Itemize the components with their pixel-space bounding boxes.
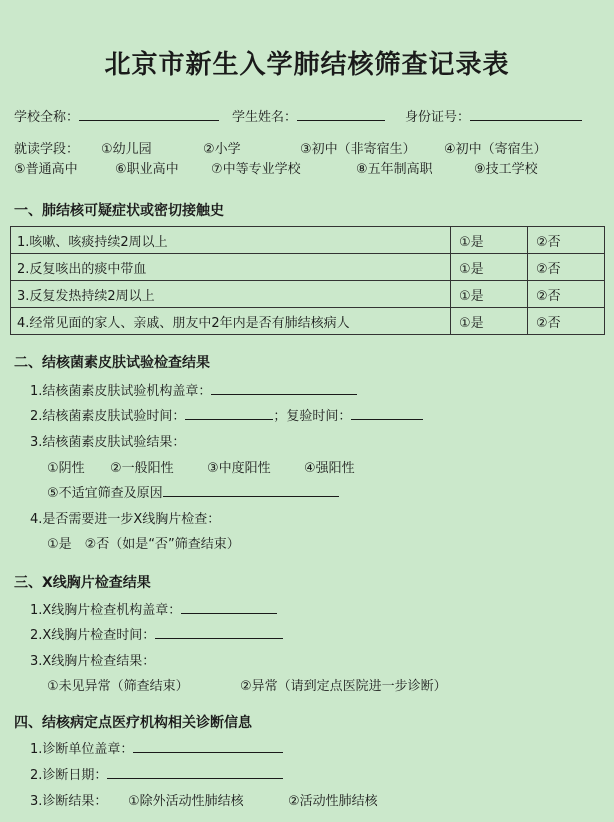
tst-time-field: [30, 405, 423, 424]
id-number-field: [405, 106, 582, 125]
xray-stamp-label: 1.X线胸片检查机构盖章：: [30, 603, 182, 618]
diagnosis-option-active[interactable]: ②活动性肺结核: [288, 794, 378, 809]
diagnosis-result-label: 3.诊断结果：: [30, 794, 108, 809]
table-row: [11, 254, 605, 281]
section1-title: 一、肺结核可疑症状或密切接触史: [14, 203, 224, 219]
tst-result-option[interactable]: ③中度阳性: [207, 461, 271, 476]
stage-option[interactable]: ④初中（寄宿生）: [444, 142, 547, 157]
section2-title: 二、结核菌素皮肤试验检查结果: [14, 355, 210, 371]
diagnosis-date-field: [30, 764, 283, 783]
id-number-blank[interactable]: [470, 106, 582, 121]
yes-option[interactable]: ①是: [451, 254, 528, 281]
stage-option[interactable]: ⑦中等专业学校: [211, 162, 301, 177]
tst-time-label: 2.结核菌素皮肤试验时间：: [30, 409, 186, 424]
yes-option[interactable]: ①是: [451, 308, 528, 335]
xray-result-label: 3.X线胸片检查结果：: [30, 654, 156, 669]
retest-time-blank[interactable]: [351, 405, 423, 420]
yes-option[interactable]: ①是: [451, 227, 528, 254]
unsuitable-reason-blank[interactable]: [163, 482, 339, 497]
xray-needed-options[interactable]: ①是 ②否（如是“否”筛查结束）: [47, 537, 240, 552]
xray-abnormal-option[interactable]: ②异常（请到定点医院进一步诊断）: [240, 679, 447, 694]
tst-result-label: 3.结核菌素皮肤试验结果：: [30, 435, 186, 450]
diagnosis-stamp-field: [30, 738, 283, 757]
tst-time-blank[interactable]: [185, 405, 273, 420]
xray-needed-label: 4.是否需要进一步X线胸片检查：: [30, 512, 221, 527]
student-name-field: [232, 106, 385, 125]
xray-normal-option[interactable]: ①未见异常（筛查结束）: [47, 679, 189, 694]
question-cell: 4.经常见面的家人、亲戚、朋友中2年内是否有肺结核病人: [11, 308, 451, 335]
tst-stamp-label: 1.结核菌素皮肤试验机构盖章：: [30, 384, 212, 399]
xray-time-field: [30, 624, 283, 643]
table-row: [11, 281, 605, 308]
id-number-label: 身份证号：: [405, 110, 471, 125]
diagnosis-stamp-blank[interactable]: [133, 738, 283, 753]
student-name-blank[interactable]: [297, 106, 385, 121]
school-blank[interactable]: [79, 106, 219, 121]
question-cell: 1.咳嗽、咳痰持续2周以上: [11, 227, 451, 254]
tst-result-option[interactable]: ①阴性: [47, 461, 85, 476]
table-row: [11, 227, 605, 254]
question-cell: 3.反复发热持续2周以上: [11, 281, 451, 308]
diagnosis-stamp-label: 1.诊断单位盖章：: [30, 742, 134, 757]
section3-title: 三、X线胸片检查结果: [14, 575, 151, 591]
student-name-label: 学生姓名：: [232, 110, 298, 125]
xray-time-blank[interactable]: [155, 624, 283, 639]
no-option[interactable]: ②否: [528, 281, 605, 308]
page-title: 北京市新生入学肺结核筛查记录表: [104, 50, 510, 80]
tst-result-option[interactable]: ④强阳性: [304, 461, 355, 476]
question-cell: 2.反复咳出的痰中带血: [11, 254, 451, 281]
stage-option[interactable]: ③初中（非寄宿生）: [300, 142, 416, 157]
section4-title: 四、结核病定点医疗机构相关诊断信息: [14, 715, 252, 731]
stage-option[interactable]: ⑤普通高中: [14, 162, 78, 177]
no-option[interactable]: ②否: [528, 227, 605, 254]
yes-option[interactable]: ①是: [451, 281, 528, 308]
xray-stamp-blank[interactable]: [181, 599, 277, 614]
diagnosis-date-blank[interactable]: [107, 764, 283, 779]
diagnosis-option-excluded[interactable]: ①除外活动性肺结核: [128, 794, 244, 809]
school-field: [14, 106, 219, 125]
stage-option[interactable]: ①幼儿园: [101, 142, 152, 157]
stage-option[interactable]: ②小学: [203, 142, 241, 157]
retest-time-label: ；复验时间：: [273, 409, 352, 424]
stage-label: 就读学段：: [14, 142, 80, 157]
tst-result-option[interactable]: ②一般阳性: [110, 461, 174, 476]
unsuitable-option[interactable]: ⑤不适宜筛查及原因: [47, 486, 163, 501]
stage-option[interactable]: ⑧五年制高职: [356, 162, 433, 177]
symptom-table: [10, 226, 605, 335]
tst-stamp-field: [30, 380, 357, 399]
stage-option[interactable]: ⑥职业高中: [115, 162, 179, 177]
school-label: 学校全称：: [14, 110, 80, 125]
tst-stamp-blank[interactable]: [211, 380, 357, 395]
no-option[interactable]: ②否: [528, 308, 605, 335]
unsuitable-field: [47, 482, 339, 501]
xray-time-label: 2.X线胸片检查时间：: [30, 628, 156, 643]
diagnosis-date-label: 2.诊断日期：: [30, 768, 108, 783]
stage-option[interactable]: ⑨技工学校: [474, 162, 538, 177]
no-option[interactable]: ②否: [528, 254, 605, 281]
xray-stamp-field: [30, 599, 277, 618]
table-row: [11, 308, 605, 335]
